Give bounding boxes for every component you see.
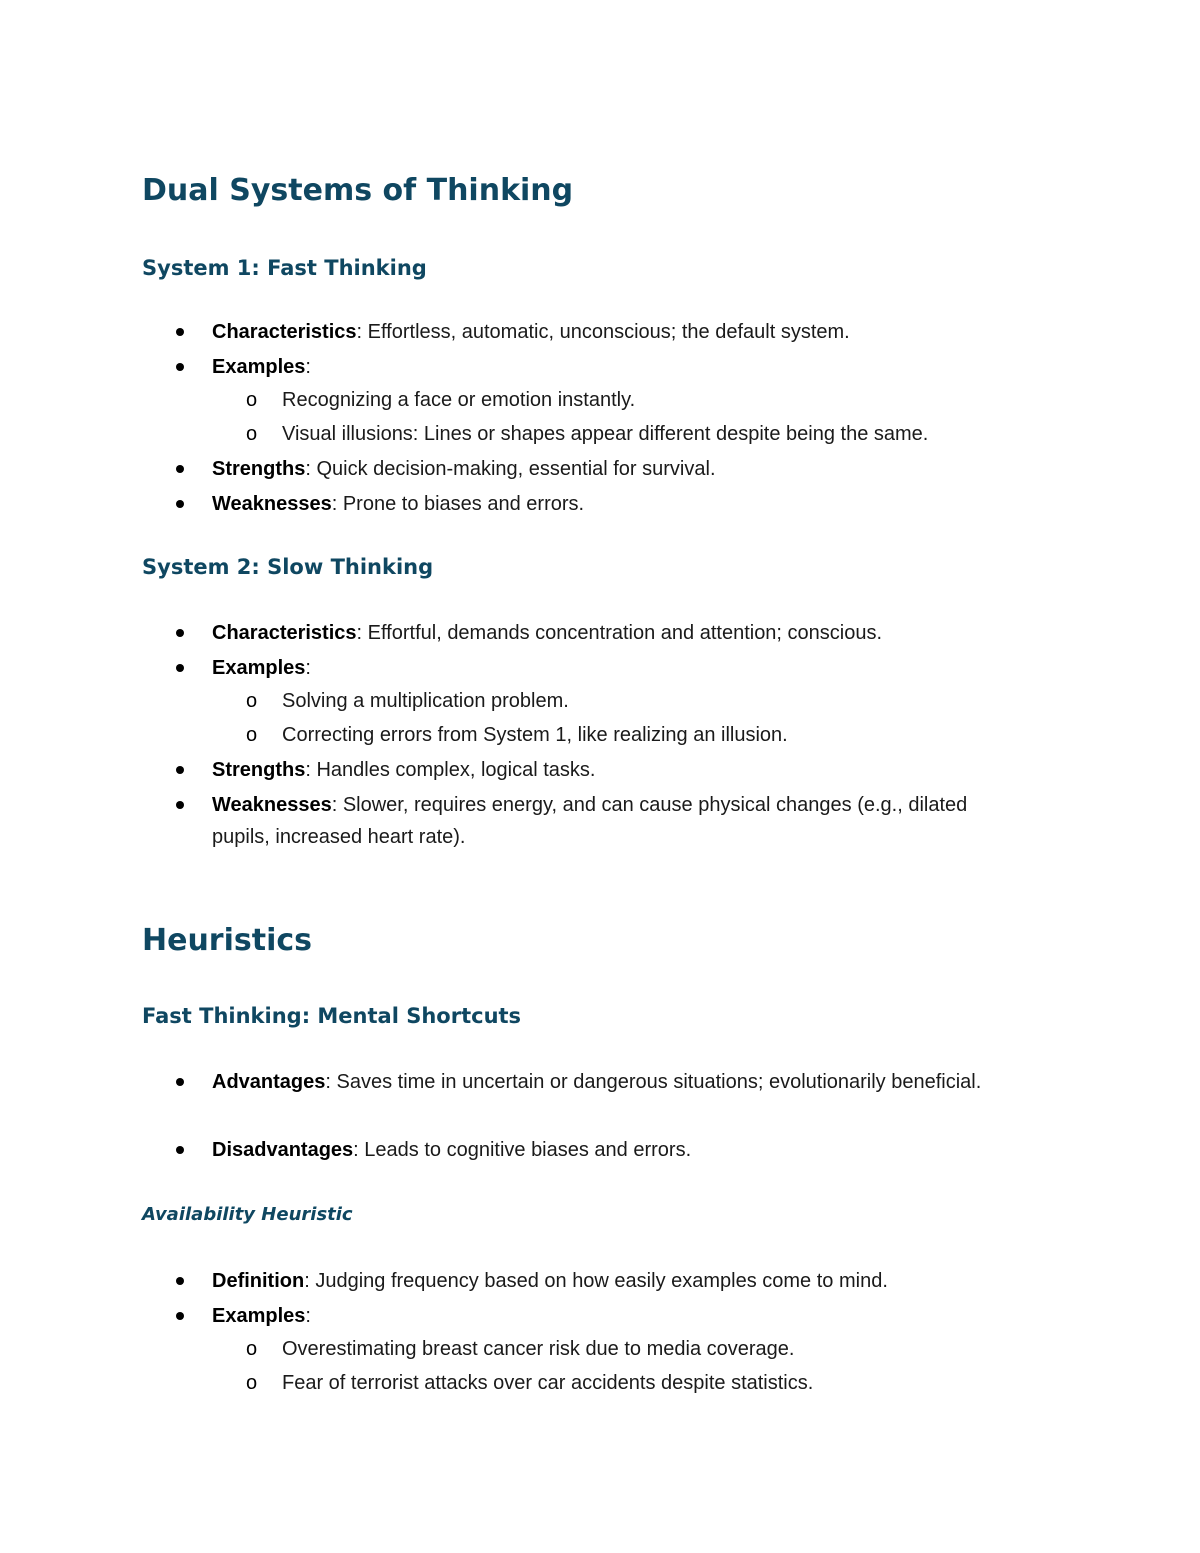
list-item-availability-examples xyxy=(212,1300,1032,1332)
label-strengths: Strengths xyxy=(212,759,306,781)
label-strengths: Strengths xyxy=(212,458,306,480)
sub-item-availability-example-2 xyxy=(246,1367,1062,1399)
text-definition: : Judging frequency based on how easily examples come to mind. xyxy=(304,1270,888,1292)
label-characteristics: Characteristics xyxy=(212,622,357,644)
heading-system-2: System 2: Slow Thinking xyxy=(142,555,434,579)
list-item-s1-characteristics xyxy=(212,316,1032,348)
label-examples: Examples xyxy=(212,657,306,679)
list-item-s2-examples xyxy=(212,652,1032,684)
circle-bullet-icon: o xyxy=(246,389,258,411)
circle-bullet-icon: o xyxy=(246,1372,258,1394)
text-characteristics: : Effortless, automatic, unconscious; the default system. xyxy=(356,321,850,343)
bullet-icon xyxy=(176,1146,184,1154)
text-examples-colon: : xyxy=(305,1305,311,1327)
text-weaknesses: : Prone to biases and errors. xyxy=(331,493,585,515)
circle-bullet-icon: o xyxy=(246,724,258,746)
label-definition: Definition xyxy=(212,1270,305,1292)
sub-item-s1-example-1 xyxy=(246,384,1062,416)
list-item-s1-strengths xyxy=(212,453,1032,485)
bullet-icon xyxy=(176,1078,184,1086)
sub-item-s2-example-2 xyxy=(246,719,1062,751)
sub-item-s1-example-2 xyxy=(246,418,1062,450)
list-item-s2-weaknesses xyxy=(212,789,1012,853)
text-characteristics: : Effortful, demands concentration and attention; conscious. xyxy=(356,622,883,644)
example-text: Recognizing a face or emotion instantly. xyxy=(282,389,636,411)
list-item-disadvantages xyxy=(212,1134,1032,1166)
text-strengths: : Quick decision-making, essential for survival. xyxy=(305,458,716,480)
label-examples: Examples xyxy=(212,356,306,378)
example-text: Correcting errors from System 1, like realizing an illusion. xyxy=(282,724,788,746)
text-examples-colon: : xyxy=(305,356,311,378)
label-characteristics: Characteristics xyxy=(212,321,357,343)
bullet-icon xyxy=(176,1312,184,1320)
list-item-definition xyxy=(212,1265,1032,1297)
bullet-icon xyxy=(176,500,184,508)
example-text: Visual illusions: Lines or shapes appear different despite being the same. xyxy=(282,423,929,445)
sub-item-availability-example-1 xyxy=(246,1333,1062,1365)
heading-dual-systems: Dual Systems of Thinking xyxy=(142,173,574,208)
label-weaknesses: Weaknesses xyxy=(212,794,332,816)
label-weaknesses: Weaknesses xyxy=(212,493,332,515)
circle-bullet-icon: o xyxy=(246,423,258,445)
label-disadvantages: Disadvantages xyxy=(212,1139,354,1161)
label-advantages: Advantages xyxy=(212,1071,326,1093)
list-item-s2-strengths xyxy=(212,754,1032,786)
bullet-icon xyxy=(176,629,184,637)
list-item-s1-weaknesses xyxy=(212,488,1032,520)
bullet-icon xyxy=(176,328,184,336)
example-text: Overestimating breast cancer risk due to media coverage. xyxy=(282,1338,795,1360)
heading-fast-thinking: Fast Thinking: Mental Shortcuts xyxy=(142,1004,522,1028)
sub-item-s2-example-1 xyxy=(246,685,1062,717)
bullet-icon xyxy=(176,363,184,371)
bullet-icon xyxy=(176,801,184,809)
heading-system-1: System 1: Fast Thinking xyxy=(142,256,427,280)
circle-bullet-icon: o xyxy=(246,1338,258,1360)
text-disadvantages: : Leads to cognitive biases and errors. xyxy=(353,1139,692,1161)
list-item-s2-characteristics xyxy=(212,617,1032,649)
heading-availability-heuristic: Availability Heuristic xyxy=(142,1204,353,1225)
text-weaknesses: : Slower, requires energy, and can cause physical changes (e.g., dilated pupils, increased heart rate). xyxy=(212,794,968,848)
heading-heuristics: Heuristics xyxy=(142,923,313,958)
example-text: Fear of terrorist attacks over car accidents despite statistics. xyxy=(282,1372,814,1394)
bullet-icon xyxy=(176,664,184,672)
circle-bullet-icon: o xyxy=(246,690,258,712)
bullet-icon xyxy=(176,766,184,774)
text-strengths: : Handles complex, logical tasks. xyxy=(305,759,596,781)
bullet-icon xyxy=(176,1277,184,1285)
example-text: Solving a multiplication problem. xyxy=(282,690,569,712)
list-item-advantages xyxy=(212,1066,1002,1098)
text-advantages: : Saves time in uncertain or dangerous situations; evolutionarily beneficial. xyxy=(325,1071,982,1093)
list-item-s1-examples xyxy=(212,351,1032,383)
bullet-icon xyxy=(176,465,184,473)
text-examples-colon: : xyxy=(305,657,311,679)
label-examples: Examples xyxy=(212,1305,306,1327)
